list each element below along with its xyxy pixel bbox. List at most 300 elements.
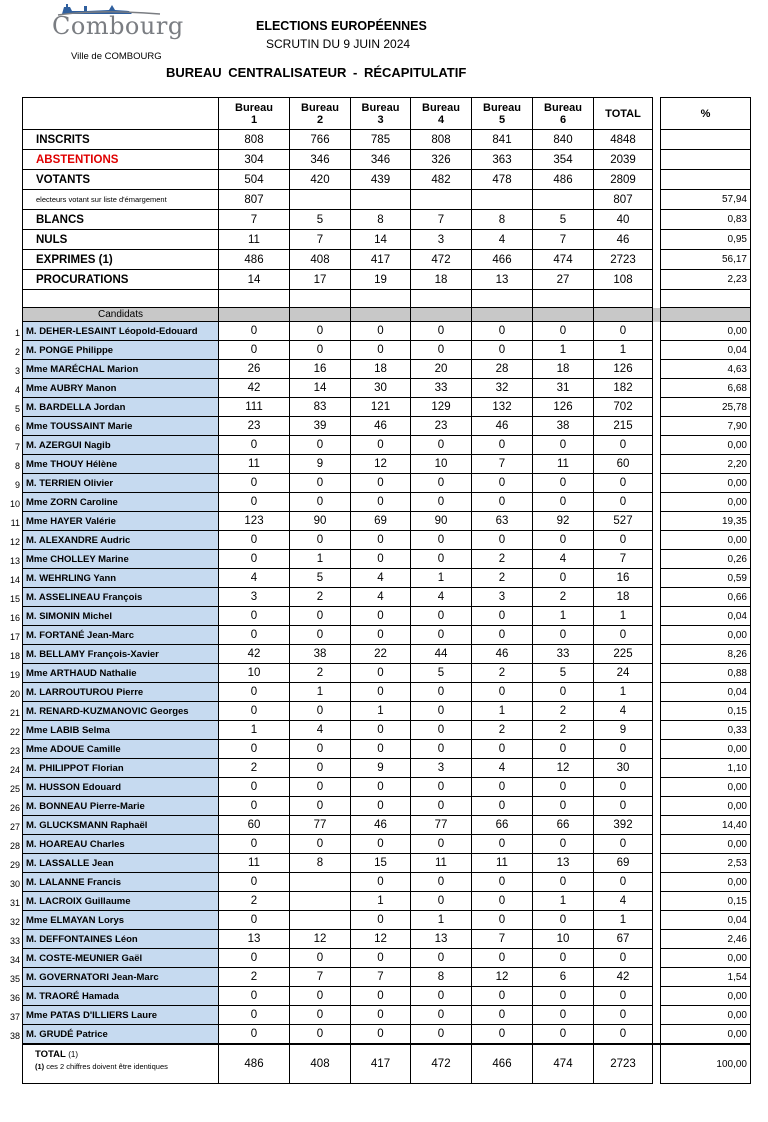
bureau-value: 0 bbox=[219, 987, 290, 1006]
bureau-value: 0 bbox=[290, 740, 351, 759]
candidate-row bbox=[23, 626, 751, 645]
bureau-value: 3 bbox=[411, 230, 472, 250]
candidate-number: 17 bbox=[9, 632, 20, 642]
bureau-value: 326 bbox=[411, 150, 472, 170]
bureau-value: 0 bbox=[219, 740, 290, 759]
candidate-row bbox=[23, 645, 751, 664]
bureau-value: 0 bbox=[290, 1006, 351, 1025]
bureau-value: 0 bbox=[472, 740, 533, 759]
candidate-name-cell bbox=[9, 778, 219, 797]
bureau-value: 840 bbox=[533, 130, 594, 150]
bureau-value: 0 bbox=[351, 1025, 411, 1045]
gap-cell bbox=[653, 664, 661, 683]
percent-value: 0,00 bbox=[661, 740, 751, 759]
percent-value: 0,00 bbox=[661, 626, 751, 645]
candidate-number: 11 bbox=[10, 518, 20, 528]
bureau-value: 10 bbox=[411, 455, 472, 474]
gap-cell bbox=[653, 1006, 661, 1025]
candidate-number: 3 bbox=[14, 366, 20, 376]
bureau-value: 1 bbox=[411, 569, 472, 588]
bureau-value: 2 bbox=[219, 968, 290, 987]
candidate-row bbox=[23, 417, 751, 436]
candidate-name: Mme ELMAYAN Lorys bbox=[26, 914, 125, 926]
candidate-row bbox=[23, 493, 751, 512]
bureau-value: 5 bbox=[290, 569, 351, 588]
total-value: 702 bbox=[594, 398, 653, 417]
total-value: 24 bbox=[594, 664, 653, 683]
bureau-value: 346 bbox=[290, 150, 351, 170]
bureau-value: 7 bbox=[411, 210, 472, 230]
percent-value: 0,00 bbox=[661, 531, 751, 550]
summary-row bbox=[23, 270, 751, 290]
gap-cell bbox=[653, 949, 661, 968]
bureau-value: 363 bbox=[472, 150, 533, 170]
bureau-value: 0 bbox=[290, 759, 351, 778]
bureau-value: 46 bbox=[472, 645, 533, 664]
header-row bbox=[23, 98, 751, 130]
percent-value: 0,33 bbox=[661, 721, 751, 740]
bureau-value: 10 bbox=[219, 664, 290, 683]
candidate-row bbox=[23, 664, 751, 683]
bureau-value: 4 bbox=[219, 569, 290, 588]
candidate-number: 6 bbox=[14, 423, 20, 433]
bureau-value: 0 bbox=[411, 607, 472, 626]
bureau-value: 0 bbox=[351, 797, 411, 816]
total-value: 0 bbox=[594, 474, 653, 493]
bureau-value: 0 bbox=[472, 683, 533, 702]
empty-cell bbox=[411, 290, 472, 308]
candidate-row bbox=[23, 1025, 751, 1045]
bureau-value: 33 bbox=[411, 379, 472, 398]
candidate-name: M. AZERGUI Nagib bbox=[26, 439, 111, 451]
percent-value: 0,00 bbox=[661, 987, 751, 1006]
candidate-number: 15 bbox=[9, 594, 20, 604]
bureau-value: 354 bbox=[533, 150, 594, 170]
gap-cell bbox=[653, 130, 661, 150]
bureau-value: 46 bbox=[472, 417, 533, 436]
total-value: 46 bbox=[594, 230, 653, 250]
candidate-name: M. LASSALLE Jean bbox=[26, 857, 114, 869]
candidate-name-cell bbox=[9, 588, 219, 607]
bureau-value: 808 bbox=[219, 130, 290, 150]
bureau-value: 2 bbox=[472, 664, 533, 683]
gap-cell bbox=[653, 1025, 661, 1045]
percent-value: 0,00 bbox=[661, 493, 751, 512]
bureau-value: 28 bbox=[472, 360, 533, 379]
percent-value: 57,94 bbox=[661, 190, 751, 210]
candidate-row bbox=[23, 759, 751, 778]
bureau-value: 0 bbox=[533, 873, 594, 892]
bureau-value: 0 bbox=[472, 911, 533, 930]
candidate-name-cell bbox=[14, 322, 219, 341]
bureau-value: 8 bbox=[351, 210, 411, 230]
candidate-number: 7 bbox=[14, 442, 20, 452]
candidate-name: M. COSTE-MEUNIER Gaël bbox=[26, 952, 143, 964]
gap-cell bbox=[653, 322, 661, 341]
bureau-value: 0 bbox=[290, 797, 351, 816]
summary-label: electeurs votant sur liste d'émargement bbox=[23, 190, 219, 210]
gap-cell bbox=[653, 873, 661, 892]
col-total: TOTAL bbox=[594, 98, 653, 130]
bureau-value bbox=[290, 873, 351, 892]
candidate-number: 20 bbox=[9, 689, 20, 699]
gap-cell bbox=[653, 341, 661, 360]
bureau-value bbox=[351, 190, 411, 210]
bureau-value: 0 bbox=[411, 987, 472, 1006]
bureau-value: 439 bbox=[351, 170, 411, 190]
bureau-value: 486 bbox=[219, 1044, 290, 1084]
candidate-name-cell bbox=[9, 1025, 219, 1045]
candidate-row bbox=[23, 607, 751, 626]
bureau-value: 0 bbox=[219, 1025, 290, 1045]
bureau-value: 0 bbox=[411, 436, 472, 455]
candidate-name: M. ALEXANDRE Audric bbox=[26, 534, 131, 546]
bureau-value: 2 bbox=[290, 664, 351, 683]
candidate-number: 34 bbox=[9, 955, 20, 965]
bureau-value: 7 bbox=[472, 455, 533, 474]
bureau-value: 13 bbox=[472, 270, 533, 290]
header-band-cell bbox=[594, 308, 653, 322]
bureau-value: 1 bbox=[533, 892, 594, 911]
bureau-value: 408 bbox=[290, 250, 351, 270]
gap-cell bbox=[653, 797, 661, 816]
candidate-number: 10 bbox=[9, 499, 20, 509]
percent-value: 0,15 bbox=[661, 892, 751, 911]
bureau-value: 841 bbox=[472, 130, 533, 150]
candidate-row bbox=[23, 949, 751, 968]
candidate-number: 18 bbox=[9, 651, 20, 661]
bureau-value bbox=[290, 911, 351, 930]
bureau-value: 0 bbox=[219, 683, 290, 702]
total-value: 0 bbox=[594, 873, 653, 892]
percent-value: 0,04 bbox=[661, 911, 751, 930]
bureau-value: 0 bbox=[351, 1006, 411, 1025]
results-body bbox=[9, 98, 751, 1084]
bureau-value: 8 bbox=[472, 210, 533, 230]
bureau-value: 0 bbox=[219, 493, 290, 512]
gap-cell bbox=[653, 170, 661, 190]
candidate-number: 33 bbox=[9, 936, 20, 946]
bureau-value: 77 bbox=[290, 816, 351, 835]
candidate-number: 28 bbox=[9, 841, 20, 851]
col-bureau-5: Bureau 5 bbox=[472, 98, 533, 130]
gap-cell bbox=[653, 1044, 661, 1084]
percent-value: 0,04 bbox=[661, 341, 751, 360]
bureau-value: 4 bbox=[351, 588, 411, 607]
percent-value: 0,88 bbox=[661, 664, 751, 683]
bureau-value: 77 bbox=[411, 816, 472, 835]
candidate-name-cell bbox=[9, 493, 219, 512]
combourg-logo bbox=[44, 2, 184, 64]
candidate-name-cell bbox=[9, 892, 219, 911]
summary-label: INSCRITS bbox=[23, 130, 219, 150]
candidate-name: M. TRAORÉ Hamada bbox=[26, 990, 119, 1002]
document-subtitle: SCRUTIN DU 9 JUIN 2024 bbox=[266, 37, 411, 51]
bureau-value: 0 bbox=[219, 341, 290, 360]
candidate-name: Mme PATAS D'ILLIERS Laure bbox=[26, 1009, 158, 1021]
bureau-value: 23 bbox=[411, 417, 472, 436]
percent-value: 19,35 bbox=[661, 512, 751, 531]
bureau-value: 0 bbox=[219, 607, 290, 626]
bureau-value: 12 bbox=[351, 930, 411, 949]
bureau-value: 0 bbox=[533, 626, 594, 645]
candidate-name-cell bbox=[9, 683, 219, 702]
total-value: 42 bbox=[594, 968, 653, 987]
gap-cell bbox=[653, 702, 661, 721]
candidate-name: M. WEHRLING Yann bbox=[26, 572, 117, 584]
bureau-value: 2 bbox=[533, 588, 594, 607]
bureau-value: 5 bbox=[290, 210, 351, 230]
total-value: 0 bbox=[594, 778, 653, 797]
bureau-value: 92 bbox=[533, 512, 594, 531]
candidate-name-cell bbox=[14, 436, 219, 455]
bureau-value: 0 bbox=[351, 493, 411, 512]
bureau-value: 466 bbox=[472, 1044, 533, 1084]
gap-cell bbox=[653, 930, 661, 949]
bureau-value: 0 bbox=[411, 683, 472, 702]
percent-value: 0,00 bbox=[661, 873, 751, 892]
total-value: 807 bbox=[594, 190, 653, 210]
bureau-value: 63 bbox=[472, 512, 533, 531]
total-row bbox=[23, 1044, 751, 1084]
total-value: 1 bbox=[594, 607, 653, 626]
candidate-name-cell bbox=[9, 645, 219, 664]
bureau-value: 1 bbox=[219, 721, 290, 740]
candidate-name-cell bbox=[9, 664, 219, 683]
bureau-value: 18 bbox=[351, 360, 411, 379]
header-band-cell bbox=[351, 308, 411, 322]
empty-cell bbox=[533, 290, 594, 308]
bureau-value bbox=[533, 190, 594, 210]
total-footnote-ref: (1) bbox=[68, 1050, 79, 1059]
summary-row bbox=[23, 230, 751, 250]
bureau-value: 504 bbox=[219, 170, 290, 190]
bureau-value: 0 bbox=[351, 341, 411, 360]
bureau-value: 0 bbox=[290, 1025, 351, 1045]
gap-cell bbox=[653, 588, 661, 607]
spacer-row bbox=[23, 290, 751, 308]
total-value: 108 bbox=[594, 270, 653, 290]
bureau-value: 9 bbox=[290, 455, 351, 474]
gap-cell bbox=[653, 455, 661, 474]
total-value: 1 bbox=[594, 341, 653, 360]
candidate-name: M. PHILIPPOT Florian bbox=[26, 762, 124, 774]
bureau-value: 69 bbox=[351, 512, 411, 531]
summary-label: VOTANTS bbox=[23, 170, 219, 190]
percent-value: 56,17 bbox=[661, 250, 751, 270]
bureau-value: 42 bbox=[219, 379, 290, 398]
bureau-value: 0 bbox=[472, 778, 533, 797]
candidate-row bbox=[23, 569, 751, 588]
bureau-value: 13 bbox=[533, 854, 594, 873]
candidate-number: 13 bbox=[9, 556, 20, 566]
bureau-value: 0 bbox=[472, 1025, 533, 1045]
candidate-name-cell bbox=[9, 759, 219, 778]
total-value: 2723 bbox=[594, 1044, 653, 1084]
bureau-value: 38 bbox=[290, 645, 351, 664]
bureau-value: 0 bbox=[219, 873, 290, 892]
bureau-value: 0 bbox=[351, 607, 411, 626]
candidate-row bbox=[23, 588, 751, 607]
candidate-name: M. HOAREAU Charles bbox=[26, 838, 125, 850]
bureau-value: 0 bbox=[411, 474, 472, 493]
gap-cell bbox=[653, 968, 661, 987]
bureau-value: 0 bbox=[411, 873, 472, 892]
candidate-name: M. LALANNE Francis bbox=[26, 876, 122, 888]
col-bureau-3: Bureau 3 bbox=[351, 98, 411, 130]
bureau-value: 1 bbox=[290, 550, 351, 569]
bureau-value: 474 bbox=[533, 250, 594, 270]
candidate-row bbox=[23, 835, 751, 854]
percent-value: 8,26 bbox=[661, 645, 751, 664]
bureau-value: 346 bbox=[351, 150, 411, 170]
total-value: 2809 bbox=[594, 170, 653, 190]
footnote bbox=[35, 1061, 218, 1072]
empty-cell bbox=[23, 290, 219, 308]
total-value: 40 bbox=[594, 210, 653, 230]
bureau-value: 66 bbox=[472, 816, 533, 835]
candidate-number: 1 bbox=[14, 328, 20, 338]
candidate-name: Mme TOUSSAINT Marie bbox=[26, 420, 133, 432]
bureau-value: 2 bbox=[290, 588, 351, 607]
candidate-name: Mme HAYER Valérie bbox=[26, 515, 116, 527]
summary-row bbox=[23, 150, 751, 170]
candidate-row bbox=[23, 512, 751, 531]
bureau-value: 0 bbox=[411, 322, 472, 341]
percent-value: 4,63 bbox=[661, 360, 751, 379]
bureau-value: 0 bbox=[351, 721, 411, 740]
summary-label: NULS bbox=[23, 230, 219, 250]
gap-cell bbox=[653, 987, 661, 1006]
bureau-value: 0 bbox=[411, 1025, 472, 1045]
percent-value: 0,15 bbox=[661, 702, 751, 721]
bureau-value: 12 bbox=[472, 968, 533, 987]
bureau-value: 1 bbox=[351, 892, 411, 911]
candidate-name: Mme ADOUE Camille bbox=[26, 743, 121, 755]
bureau-value: 9 bbox=[351, 759, 411, 778]
candidate-name: Mme CHOLLEY Marine bbox=[26, 553, 129, 565]
bureau-value: 31 bbox=[533, 379, 594, 398]
bureau-value: 22 bbox=[351, 645, 411, 664]
bureau-value: 2 bbox=[472, 721, 533, 740]
gap-cell bbox=[653, 210, 661, 230]
bureau-value bbox=[472, 190, 533, 210]
candidate-name: Mme ZORN Caroline bbox=[26, 496, 118, 508]
bureau-value: 20 bbox=[411, 360, 472, 379]
percent-value: 2,20 bbox=[661, 455, 751, 474]
total-value: 0 bbox=[594, 1025, 653, 1045]
footnote-text: ces 2 chiffres doivent être identiques bbox=[46, 1062, 168, 1071]
bureau-value: 18 bbox=[411, 270, 472, 290]
bureau-value: 0 bbox=[351, 835, 411, 854]
bureau-value: 0 bbox=[351, 778, 411, 797]
total-value: 60 bbox=[594, 455, 653, 474]
bureau-value: 2 bbox=[219, 892, 290, 911]
bureau-value: 7 bbox=[533, 230, 594, 250]
total-value: 225 bbox=[594, 645, 653, 664]
bureau-value: 5 bbox=[533, 664, 594, 683]
bureau-value: 0 bbox=[472, 873, 533, 892]
percent-value: 0,00 bbox=[661, 797, 751, 816]
percent-value: 0,00 bbox=[661, 322, 751, 341]
bureau-value: 0 bbox=[219, 626, 290, 645]
candidate-number: 14 bbox=[9, 575, 20, 585]
gap-cell bbox=[653, 854, 661, 873]
header-band-cell bbox=[219, 308, 290, 322]
bureau-value: 13 bbox=[219, 930, 290, 949]
bureau-value: 2 bbox=[219, 759, 290, 778]
bureau-value: 474 bbox=[533, 1044, 594, 1084]
gap-cell bbox=[653, 360, 661, 379]
bureau-value: 0 bbox=[472, 892, 533, 911]
candidate-name-cell bbox=[14, 341, 219, 360]
total-value: 16 bbox=[594, 569, 653, 588]
percent-value: 2,46 bbox=[661, 930, 751, 949]
bureau-value: 766 bbox=[290, 130, 351, 150]
candidate-name: M. LACROIX Guillaume bbox=[26, 895, 131, 907]
candidates-header-label: Candidats bbox=[23, 308, 219, 322]
percent-value: 7,90 bbox=[661, 417, 751, 436]
candidate-row bbox=[23, 854, 751, 873]
candidate-name: M. BELLAMY François-Xavier bbox=[26, 648, 159, 660]
candidate-name-cell bbox=[9, 854, 219, 873]
header-band-cell bbox=[290, 308, 351, 322]
bureau-value: 0 bbox=[351, 911, 411, 930]
bureau-value: 111 bbox=[219, 398, 290, 417]
summary-label: EXPRIMES (1) bbox=[23, 250, 219, 270]
candidate-name-cell bbox=[9, 626, 219, 645]
candidate-name: M. SIMONIN Michel bbox=[26, 610, 113, 622]
gap-cell bbox=[653, 474, 661, 493]
bureau-value bbox=[411, 190, 472, 210]
candidate-row bbox=[23, 1006, 751, 1025]
candidate-row bbox=[23, 987, 751, 1006]
header-band-cell bbox=[533, 308, 594, 322]
bureau-value: 4 bbox=[351, 569, 411, 588]
gap-cell bbox=[653, 98, 661, 130]
summary-row bbox=[23, 210, 751, 230]
candidate-row bbox=[23, 436, 751, 455]
bureau-value: 4 bbox=[472, 230, 533, 250]
bureau-value: 0 bbox=[219, 474, 290, 493]
bureau-value: 12 bbox=[533, 759, 594, 778]
total-value: 0 bbox=[594, 797, 653, 816]
gap-cell bbox=[653, 150, 661, 170]
candidate-name: M. RENARD-KUZMANOVIC Georges bbox=[26, 705, 189, 717]
bureau-value: 417 bbox=[351, 1044, 411, 1084]
document-title: ELECTIONS EUROPÉENNES bbox=[256, 19, 427, 33]
candidate-number: 36 bbox=[9, 993, 20, 1003]
candidate-row bbox=[23, 360, 751, 379]
total-value: 0 bbox=[594, 626, 653, 645]
total-value: 0 bbox=[594, 531, 653, 550]
total-value: 67 bbox=[594, 930, 653, 949]
candidate-name-cell bbox=[9, 835, 219, 854]
empty-cell bbox=[351, 290, 411, 308]
total-value: 7 bbox=[594, 550, 653, 569]
bureau-value: 0 bbox=[411, 778, 472, 797]
candidate-number: 12 bbox=[9, 537, 20, 547]
candidate-name-cell bbox=[14, 398, 219, 417]
col-bureau-1: Bureau 1 bbox=[219, 98, 290, 130]
col-bureau-2: Bureau 2 bbox=[290, 98, 351, 130]
bureau-value: 4 bbox=[472, 759, 533, 778]
bureau-value: 0 bbox=[351, 683, 411, 702]
candidate-name-cell bbox=[14, 417, 219, 436]
percent-value: 14,40 bbox=[661, 816, 751, 835]
candidate-name-cell bbox=[9, 911, 219, 930]
bureau-value: 2 bbox=[533, 702, 594, 721]
